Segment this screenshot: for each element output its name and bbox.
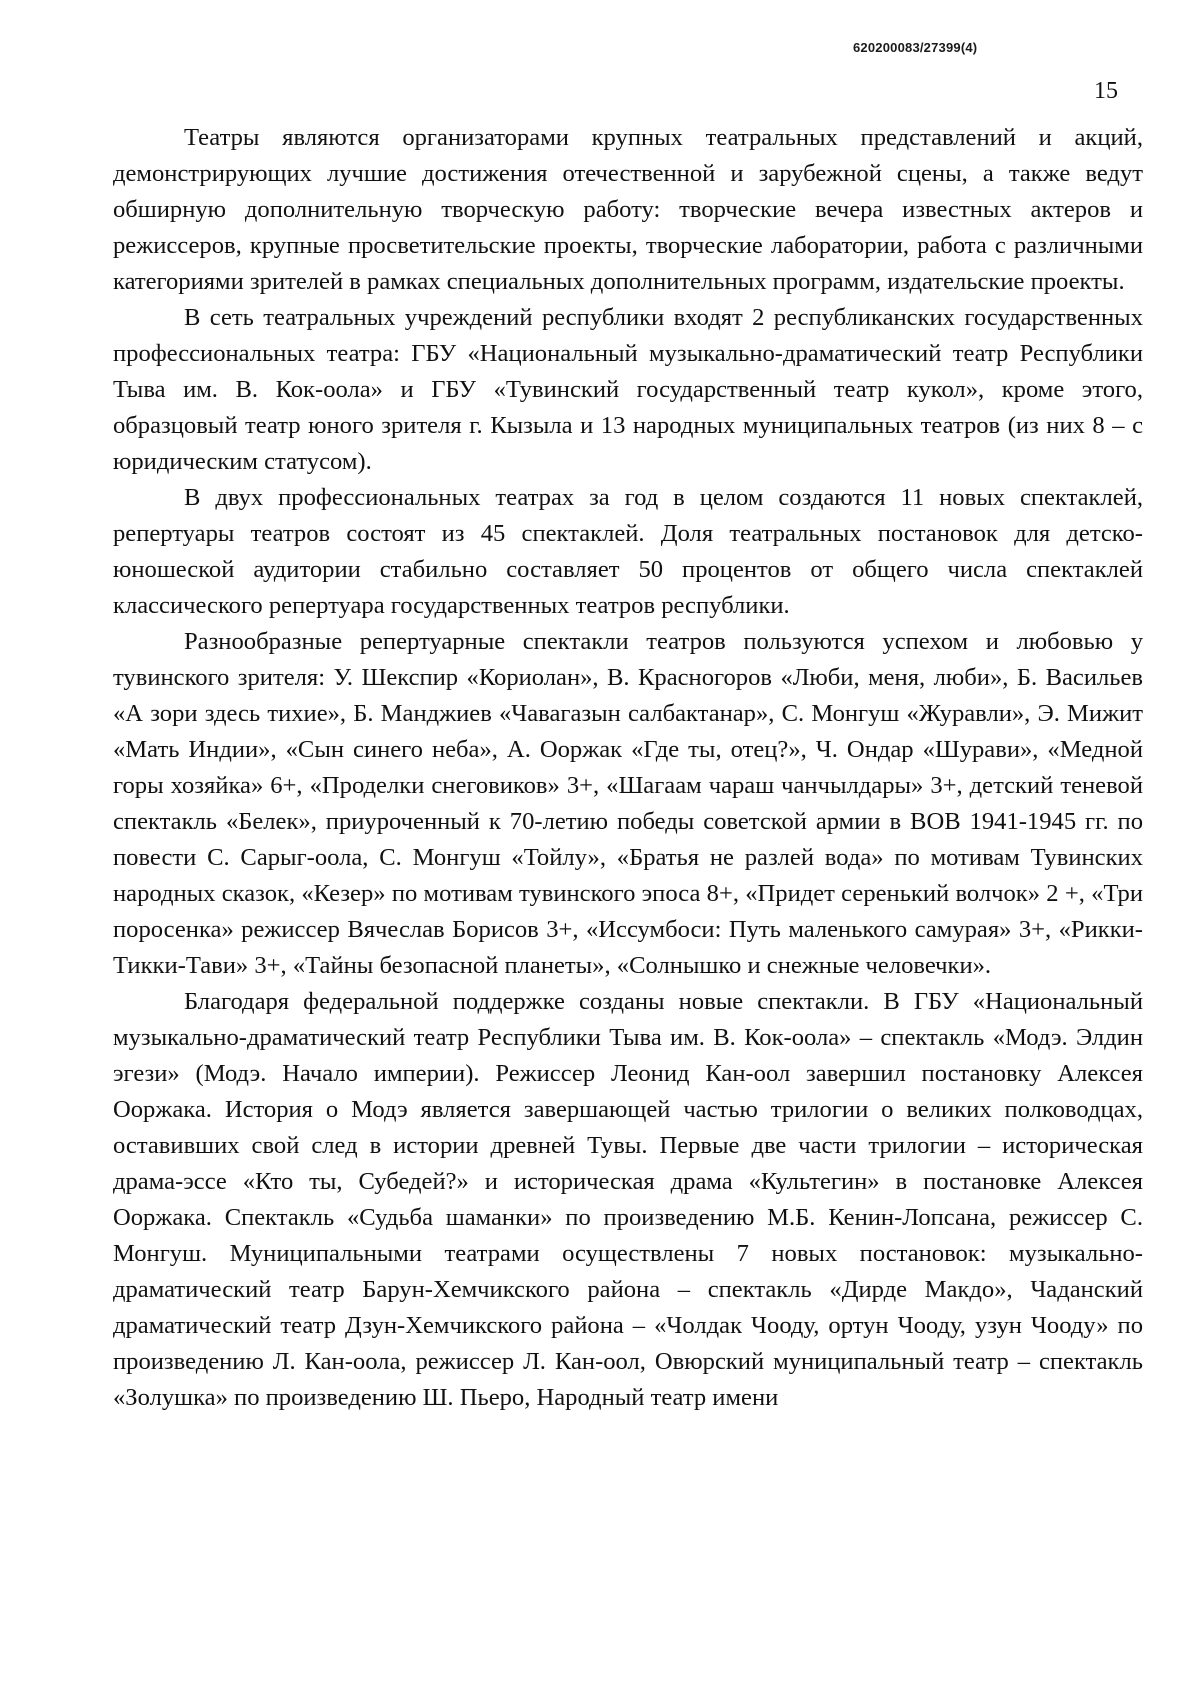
document-id: 620200083/27399(4): [853, 40, 978, 55]
paragraph: Благодаря федеральной поддержке созданы новые спектакли. В ГБУ «Национальный музыкально-драматический театр Республики Тыва им. В. Кок-оола» – спектакль «Модэ. Элдин эгези» (Модэ. Начало империи). Режиссер Леонид Кан-оол завершил постановку Алексея Ооржака. История о Модэ является завершающей частью трилогии о великих полководцах, оставивших свой след в истории древней Тувы. Первые две части трилогии – историческая драма-эссе «Кто ты, Субедей?» и историческая драма «Культегин» в постановке Алексея Ооржака. Спектакль «Судьба шаманки» по произведению М.Б. Кенин-Лопсана, режиссер С. Монгуш. Муниципальными театрами осуществлены 7 новых постановок: музыкально-драматический театр Барун-Хемчикского района – спектакль «Дирде Макдо», Чаданский драматический театр Дзун-Хемчикского района – «Чолдак Чооду, ортун Чооду, узун Чооду» по произведению Л. Кан-оола, режиссер Л. Кан-оол, Овюрский муниципальный театр – спектакль «Золушка» по произведению Ш. Пьеро, Народный театр имени: [113, 988, 1143, 1411]
body-text: [113, 120, 1143, 1416]
paragraph: В двух профессиональных театрах за год в целом создаются 11 новых спектаклей, репертуары театров состоят из 45 спектаклей. Доля театральных постановок для детско-юношеской аудитории стабильно составляет 50 процентов от общего числа спектаклей классического репертуара государственных театров республики.: [113, 484, 1143, 619]
paragraph: Театры являются организаторами крупных театральных представлений и акций, демонстрирующих лучшие достижения отечественной и зарубежной сцены, а также ведут обширную дополнительную творческую работу: творческие вечера известных актеров и режиссеров, крупные просветительские проекты, творческие лаборатории, работа с различными категориями зрителей в рамках специальных дополнительных программ, издательские проекты.: [113, 124, 1143, 295]
paragraph: Разнообразные репертуарные спектакли театров пользуются успехом и любовью у тувинского зрителя: У. Шекспир «Кориолан», В. Красногоров «Люби, меня, люби», Б. Васильев «А зори здесь тихие», Б. Манджиев «Чавагазын салбактанар», С. Монгуш «Журавли», Э. Мижит «Мать Индии», «Сын синего неба», А. Ооржак «Где ты, отец?», Ч. Ондар «Шурави», «Медной горы хозяйка» 6+, «Проделки снеговиков» 3+, «Шагаам чараш чанчылдары» 3+, детский теневой спектакль «Белек», приуроченный к 70-летию победы советской армии в ВОВ 1941-1945 гг. по повести С. Сарыг-оола, С. Монгуш «Тойлу», «Братья не разлей вода» по мотивам Тувинских народных сказок, «Кезер» по мотивам тувинского эпоса 8+, «Придет серенький волчок» 2 +, «Три поросенка» режиссер Вячеслав Борисов 3+, «Иссумбоси: Путь маленького самурая» 3+, «Рикки-Тикки-Тави» 3+, «Тайны безопасной планеты», «Солнышко и снежные человечки».: [113, 628, 1143, 979]
paragraph: В сеть театральных учреждений республики входят 2 республиканских государственных профессиональных театра: ГБУ «Национальный музыкально-драматический театр Республики Тыва им. В. Кок-оола» и ГБУ «Тувинский государственный театр кукол», кроме этого, образцовый театр юного зрителя г. Кызыла и 13 народных муниципальных театров (из них 8 – с юридическим статусом).: [113, 304, 1143, 475]
page-number: 15: [1094, 78, 1118, 104]
